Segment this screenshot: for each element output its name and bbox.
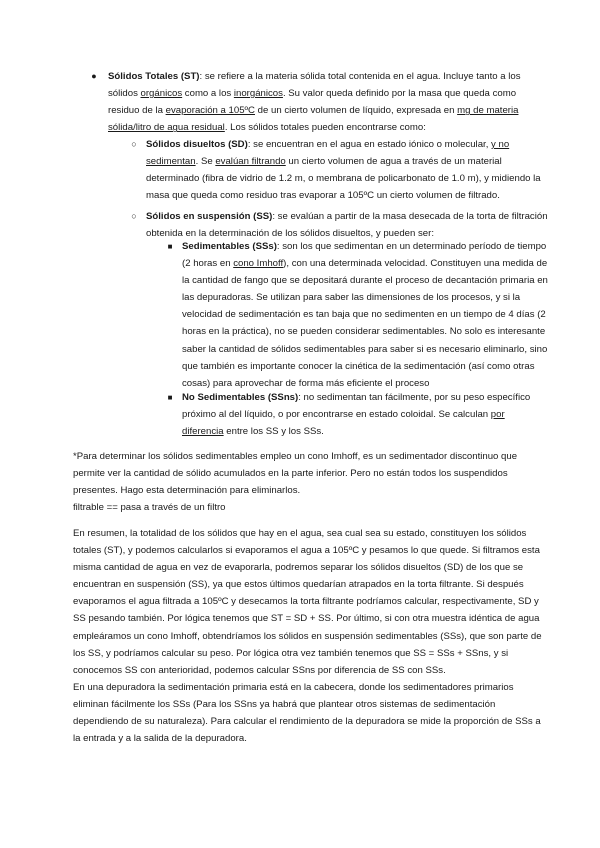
- term-solidos-totales: Sólidos Totales (ST): [108, 71, 200, 82]
- underlined-evaporacion: evaporación a 105ºC: [165, 105, 255, 117]
- solidos-totales-text: Sólidos Totales (ST): se refiere a la materia sólida total contenida en el agua. Incluye tanto a los sólidos orgánicos como a los inorgánicos. Su valor queda definido por la masa que queda como residuo de la evaporación a 105ºC de un cierto volumen de líquido, expresada en mg de materia sólida/litro de agua residual. Los sólidos totales pueden encontrarse como:: [108, 71, 521, 134]
- bullet-icon: ●: [91, 71, 97, 81]
- summary-paragraph: En resumen, la totalidad de los sólidos que hay en el agua, sea cual sea su estado, constituyen los sólidos totales (ST), y podemos calcularlos si evaporamos el agua a 105ºC y pesamos lo que quede. Si filtramos esta misma cantidad de agua en vez de evaporarla, podremos separar los sólidos disueltos (SD) de los que se encuentran en suspensión (SS), ya que estos últimos quedarían atrapados en la torta filtrante. Si después evaporamos el agua filtrada a 105ºC y desecamos la torta filtrante podríamos calcular, respectivamente, SD y SS pesando también. Por lógica tenemos que ST = SD + SS. Por último, si con otra muestra idéntica de agua empleáramos un cono Imhoff, obtendríamos los sólidos en suspensión sedimentables (SSs), que son parte de los SS, y podríamos calcular su peso. Por lógica otra vez también tenemos que SS = SSs + SSns, y si conocemos SS con anterioridad, podemos calcular SSns por diferencia de SS con SSs.: [73, 528, 542, 676]
- list-item-solidos-disueltos: [131, 136, 548, 204]
- underlined-unidades: mg de materia sólida/litro de agua residual: [108, 105, 519, 134]
- term-sedimentables: Sedimentables (SSs): [182, 241, 277, 252]
- underlined-evaluan-filtrando: evalúan filtrando: [215, 156, 286, 168]
- no-sedimentables-text: No Sedimentables (SSns): no sedimentan tan fácilmente, por su peso específico próximo al del líquido, o por encontrarse en estado coloidal. Se calculan por diferencia entre los SS y los SSs.: [182, 392, 531, 438]
- underlined-organicos: orgánicos: [140, 88, 183, 100]
- solidos-suspension-text: Sólidos en suspensión (SS): se evalúan a partir de la masa desecada de la torta de filtración obtenida en la determinación de los sólidos disueltos, y pueden ser:: [146, 211, 548, 240]
- sedimentables-text: Sedimentables (SSs): son los que sedimentan en un determinado período de tiempo (2 horas en cono Imhoff), con una determinada velocidad. Constituyen una medida de la cantidad de fango que se depositará durante el proceso de decantación primaria en las depuradoras. Se utilizan para saber las dimensiones de los procesos, y si la velocidad de sedimentación es tan baja que no sedimenten en un tiempo de 4 días (2 horas en la práctica), no se pueden considerar sedimentables. No solo es interesante saber la cantidad de sólidos sedimentables para saber si es necesario eliminarlo, sino que también es importante conocer la cinética de la sedimentación (así como otras cosas) para aprovechar de forma más eficiente el proceso: [182, 241, 548, 389]
- term-solidos-suspension: Sólidos en suspensión (SS): [146, 211, 273, 222]
- underlined-inorganicos: inorgánicos: [233, 88, 283, 100]
- circle-bullet-icon: ○: [131, 211, 137, 221]
- square-bullet-icon: ■: [167, 242, 173, 251]
- list-item-solidos-totales: [91, 68, 548, 136]
- circle-bullet-icon: ○: [131, 139, 137, 149]
- list-item-no-sedimentables: [167, 389, 548, 440]
- solidos-disueltos-text: Sólidos disueltos (SD): se encuentran en el agua en estado iónico o molecular, y no sedimentan. Se evalúan filtrando un cierto volumen de agua a través de un material determinado (fibra de vidrio de 1.2 m, o membrana de policarbonato de 1.0 m), y midiendo la masa que queda como residuo tras evaporar a 105ºC un cierto volumen de filtrado.: [146, 139, 541, 202]
- depuradora-paragraph: En una depuradora la sedimentación primaria está en la cabecera, donde los sedimentadores primarios eliminan fácilmente los SSs (Para los SSns ya habrá que plantear otros sistemas de sedimentación dependiendo de su naturaleza). Para calcular el rendimiento de la depuradora se mide la proporción de SSs a la entrada y a la salida de la depuradora.: [73, 681, 541, 745]
- note-paragraph: *Para determinar los sólidos sedimentables empleo un cono Imhoff, es un sedimentador discontinuo que permite ver la cantidad de sólido acumulados en la parte inferior. Pero no están todos los suspendidos presentes. Hago esta determinación para eliminarlos.: [73, 451, 518, 497]
- term-solidos-disueltos: Sólidos disueltos (SD): [146, 139, 248, 150]
- note-block: [73, 448, 548, 516]
- term-no-sedimentables: No Sedimentables (SSns): [182, 392, 299, 403]
- summary-block: [73, 525, 548, 747]
- underlined-cono-imhoff: cono Imhoff: [233, 258, 284, 270]
- list-item-sedimentables: [167, 238, 548, 392]
- square-bullet-icon: ■: [167, 393, 173, 402]
- underlined-no-sedimentan: y no sedimentan: [146, 139, 510, 168]
- filtrable-definition: filtrable == pasa a través de un filtro: [73, 502, 226, 514]
- underlined-por-diferencia: por diferencia: [182, 409, 505, 438]
